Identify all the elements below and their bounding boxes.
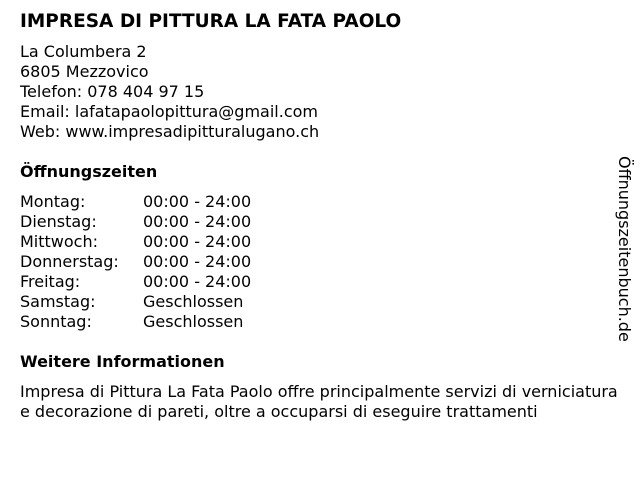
hours-day: Dienstag: <box>20 212 97 231</box>
hours-time: Geschlossen <box>143 312 244 331</box>
hours-day: Donnerstag: <box>20 252 119 271</box>
hours-row-wednesday <box>20 232 610 252</box>
hours-row-sunday <box>20 312 610 332</box>
watermark-text: Öffnungszeitenbuch.de <box>615 156 634 342</box>
hours-day: Montag: <box>20 192 86 211</box>
more-info-heading: Weitere Informationen <box>20 352 225 371</box>
hours-day: Freitag: <box>20 272 81 291</box>
hours-time: 00:00 - 24:00 <box>143 272 252 291</box>
hours-row-saturday <box>20 292 610 312</box>
email-line: Email: lafatapaolopittura@gmail.com <box>20 102 318 121</box>
phone-line: Telefon: 078 404 97 15 <box>20 82 205 101</box>
opening-hours-heading: Öffnungszeiten <box>20 162 158 181</box>
hours-time: Geschlossen <box>143 292 244 311</box>
hours-row-thursday <box>20 252 610 272</box>
hours-time: 00:00 - 24:00 <box>143 232 252 251</box>
business-details <box>20 10 618 422</box>
hours-time: 00:00 - 24:00 <box>143 252 252 271</box>
opening-hours-table <box>20 192 610 332</box>
more-info-text: Impresa di Pittura La Fata Paolo offre principalmente servizi di verniciatura e decorazione di pareti, oltre a occuparsi di eseguire trattamenti <box>20 382 618 421</box>
hours-time: 00:00 - 24:00 <box>143 192 252 211</box>
hours-row-friday <box>20 272 610 292</box>
hours-day: Sonntag: <box>20 312 92 331</box>
street-address: La Columbera 2 <box>20 42 147 61</box>
hours-day: Mittwoch: <box>20 232 98 251</box>
watermark <box>612 134 636 364</box>
hours-day: Samstag: <box>20 292 96 311</box>
business-name: IMPRESA DI PITTURA LA FATA PAOLO <box>20 11 402 32</box>
hours-row-tuesday <box>20 212 610 232</box>
hours-time: 00:00 - 24:00 <box>143 212 252 231</box>
web-line: Web: www.impresadipitturalugano.ch <box>20 122 320 141</box>
hours-row-monday <box>20 192 610 212</box>
city-address: 6805 Mezzovico <box>20 62 149 81</box>
